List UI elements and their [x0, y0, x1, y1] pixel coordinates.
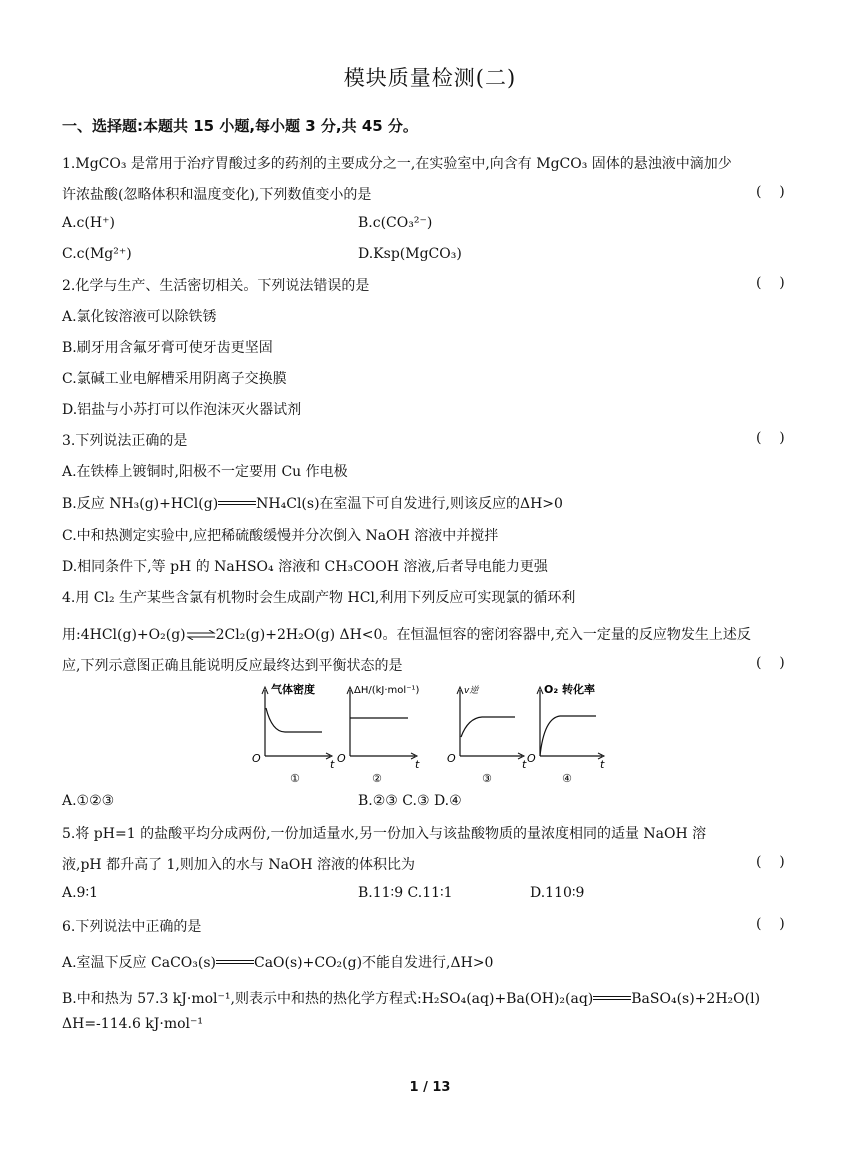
axis-origin: O	[447, 752, 456, 765]
axis-origin: O	[527, 752, 536, 765]
graph-1	[252, 682, 335, 785]
q1-option-b: B.c(CO₃²⁻)	[358, 215, 433, 231]
q6-stem: 6.下列说法中正确的是	[62, 919, 202, 935]
graph-1-number: ①	[290, 772, 300, 785]
graph-2	[337, 685, 420, 785]
q3-option-c: C.中和热测定实验中,应把稀硫酸缓慢并分次倒入 NaOH 溶液中并搅拌	[62, 528, 499, 544]
graph-3-number: ③	[482, 772, 492, 785]
q4-stem-line1: 4.用 Cl₂ 生产某些含氯有机物时会生成副产物 HCl,利用下列反应可实现氯的循环利	[62, 590, 576, 606]
q2-stem: 2.化学与生产、生活密切相关。下列说法错误的是	[62, 278, 370, 294]
q5-option-a: A.9∶1	[62, 885, 99, 901]
answer-bracket: ( )	[756, 430, 785, 446]
q3-option-b	[62, 493, 563, 513]
answer-bracket: ( )	[756, 854, 785, 870]
page-number: 1 / 13	[409, 1080, 451, 1095]
q6-option-a-right: CaO(s)+CO₂(g)不能自发进行,ΔH>0	[253, 955, 494, 971]
q3-option-d: D.相同条件下,等 pH 的 NaHSO₄ 溶液和 CH₃COOH 溶液,后者导电能力更强	[62, 559, 548, 575]
q1-option-d: D.Ksp(MgCO₃)	[358, 246, 462, 262]
section-heading: 一、选择题:本题共 15 小题,每小题 3 分,共 45 分。	[62, 117, 418, 135]
q1-stem-line1: 1.MgCO₃ 是常用于治疗胃酸过多的药剂的主要成分之一,在实验室中,向含有 MgCO₃ 固体的悬浊液中滴加少	[62, 156, 732, 172]
q4-option-a: A.①②③	[62, 793, 115, 809]
q4-stem-line2	[62, 624, 751, 644]
page-title: 模块质量检测(二)	[343, 66, 517, 90]
answer-bracket: ( )	[756, 916, 785, 932]
q3-option-a: A.在铁棒上镀铜时,阳极不一定要用 Cu 作电极	[62, 464, 348, 480]
q5-option-d: D.110∶9	[530, 885, 585, 901]
graph-3	[447, 685, 527, 785]
axis-origin: O	[337, 752, 346, 765]
axis-t: t	[600, 758, 605, 771]
reversible-arrow-icon	[186, 630, 216, 640]
graph-4-number: ④	[562, 772, 572, 785]
q4-stem-line2-right: 2Cl₂(g)+2H₂O(g) ΔH<0。在恒温恒容的密闭容器中,充入一定量的反应物发生上述反	[215, 627, 751, 643]
equals-arrow-icon	[593, 995, 631, 1003]
q6-option-a-left: A.室温下反应 CaCO₃(s)	[62, 955, 216, 971]
axis-t: t	[415, 758, 420, 771]
q2-option-a: A.氯化铵溶液可以除铁锈	[62, 309, 217, 325]
answer-bracket: ( )	[756, 184, 785, 200]
q4-option-bcd: B.②③ C.③ D.④	[358, 793, 462, 809]
answer-bracket: ( )	[756, 275, 785, 291]
q1-stem-line2: 许浓盐酸(忽略体积和温度变化),下列数值变小的是	[62, 187, 372, 203]
q6-option-b-right: BaSO₄(s)+2H₂O(l)	[631, 991, 761, 1007]
q2-option-d: D.铝盐与小苏打可以作泡沫灭火器试剂	[62, 402, 302, 418]
q4-stem-line2-left: 用:4HCl(g)+O₂(g)	[62, 627, 186, 643]
axis-t: t	[522, 758, 527, 771]
q5-stem-line2: 液,pH 都升高了 1,则加入的水与 NaOH 溶液的体积比为	[62, 857, 416, 873]
graph-1-label: 气体密度	[271, 683, 315, 696]
q3-option-b-left: B.反应 NH₃(g)+HCl(g)	[62, 496, 219, 512]
graph-2-number: ②	[372, 772, 382, 785]
q6-option-b-line2: ΔH=-114.6 kJ·mol⁻¹	[62, 1016, 204, 1032]
q4-stem-line3: 应,下列示意图正确且能说明反应最终达到平衡状态的是	[62, 658, 403, 674]
axis-t: t	[330, 758, 335, 771]
q2-option-c: C.氯碱工业电解槽采用阴离子交换膜	[62, 371, 287, 387]
q6-option-b	[62, 988, 760, 1008]
q6-option-b-left: B.中和热为 57.3 kJ·mol⁻¹,则表示中和热的热化学方程式:H₂SO₄(aq)+Ba(OH)₂(aq)	[62, 991, 594, 1007]
graph-2-label: ΔH/(kJ·mol⁻¹)	[354, 685, 420, 696]
equals-arrow-icon	[218, 500, 256, 508]
q5-stem-line1: 5.将 pH=1 的盐酸平均分成两份,一份加适量水,另一份加入与该盐酸物质的量浓度相同的适量 NaOH 溶	[62, 826, 707, 842]
graph-3-label: v逆	[464, 686, 479, 696]
q1-option-a: A.c(H⁺)	[62, 215, 115, 231]
q3-option-b-right: NH₄Cl(s)在室温下可自发进行,则该反应的ΔH>0	[256, 496, 563, 512]
q4-graph-figure	[250, 682, 610, 796]
graph-4	[527, 682, 605, 785]
axis-origin: O	[252, 752, 261, 765]
q3-stem: 3.下列说法正确的是	[62, 433, 188, 449]
q2-option-b: B.刷牙用含氟牙膏可使牙齿更坚固	[62, 340, 273, 356]
answer-bracket: ( )	[756, 655, 785, 671]
equals-arrow-icon	[216, 959, 254, 967]
graph-4-label: O₂ 转化率	[544, 683, 595, 696]
q1-option-c: C.c(Mg²⁺)	[62, 246, 132, 262]
q6-option-a	[62, 952, 493, 972]
q5-option-bc: B.11∶9 C.11∶1	[358, 885, 453, 901]
